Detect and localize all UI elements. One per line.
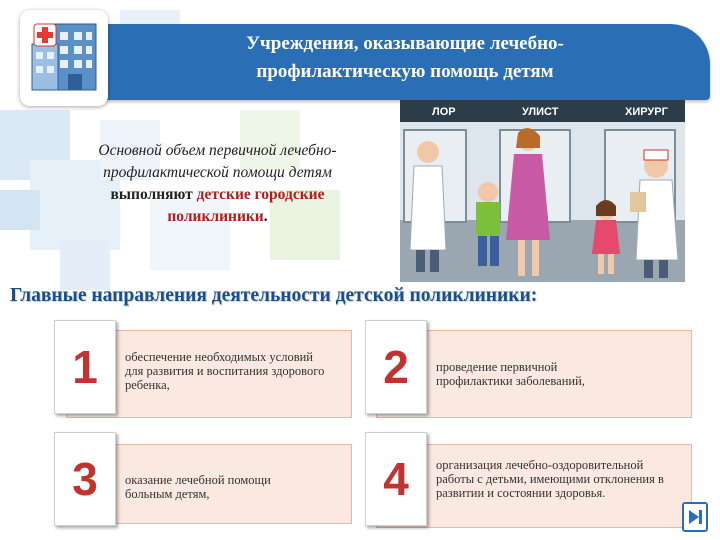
card-text-3: оказание лечебной помощи больным детям, <box>125 473 271 501</box>
door-sign-3: ХИРУРГ <box>625 106 668 118</box>
card-text-2: проведение первичной профилактики заболеваний, <box>436 360 585 388</box>
intro-paragraph <box>40 140 395 228</box>
intro-highlight-2: поликлиники <box>167 208 264 225</box>
door-sign-2: УЛИСТ <box>522 106 559 118</box>
door-sign-1: ЛОР <box>432 106 456 118</box>
card-number-4: 4 <box>365 432 427 526</box>
intro-line-1: Основной объем первичной лечебно- <box>98 142 337 159</box>
page-title-line-2: профилактическую помощь детям <box>256 61 554 82</box>
card-number-3: 3 <box>54 432 116 526</box>
hospital-building-icon <box>20 10 108 106</box>
card-number-2: 2 <box>365 320 427 414</box>
card-text-1: обеспечение необходимых условий для развития и воспитания здорового ребенка, <box>125 350 325 392</box>
card-text-4: организация лечебно-оздоровительной работы с детьми, имеющими отклонения в развитии и состоянии здоровья. <box>436 458 664 500</box>
intro-line-4-suffix: . <box>263 208 268 225</box>
intro-line-2: профилактической помощи детям <box>103 164 332 181</box>
clinic-illustration <box>400 100 685 282</box>
intro-line-3-prefix: выполняют <box>110 186 197 203</box>
intro-highlight-1: детские городские <box>196 186 325 203</box>
section-title: Главные направления деятельности детской поликлиники: <box>10 285 538 306</box>
page-title <box>120 30 690 94</box>
card-number-1: 1 <box>54 320 116 414</box>
page-title-line-1: Учреждения, оказывающие лечебно- <box>246 33 564 54</box>
document-nav-icon[interactable] <box>682 502 708 532</box>
